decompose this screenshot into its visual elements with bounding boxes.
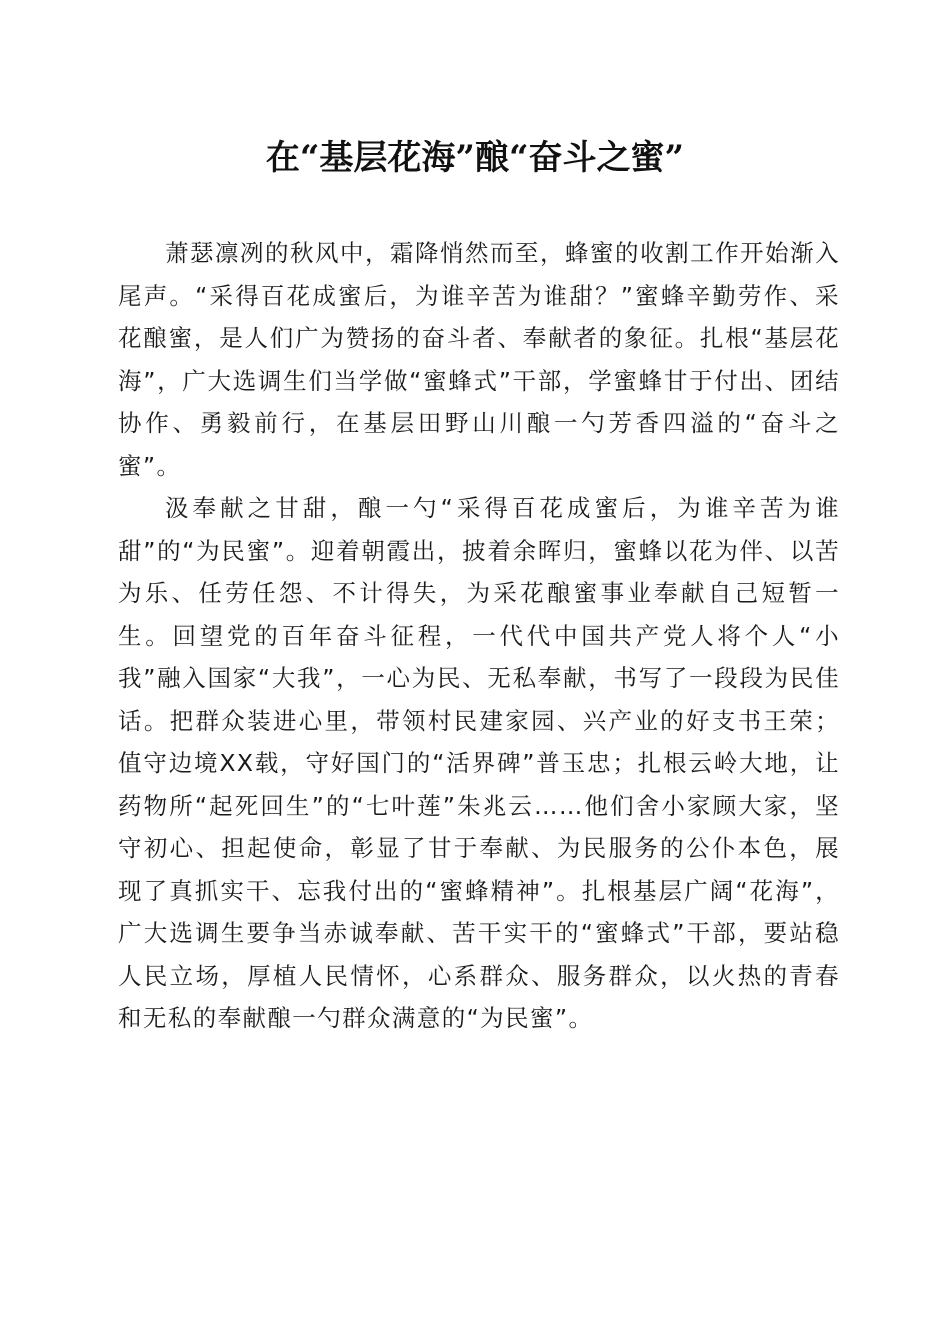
document-title: 在“基层花海”酿“奋斗之蜜” — [265, 138, 685, 178]
document-body — [118, 232, 840, 1040]
paragraph-2: 汲奉献之甘甜，酿一勺“采得百花成蜜后，为谁辛苦为谁甜”的“为民蜜”。迎着朝霞出，披着余晖归，蜜蜂以花为伴、以苦为乐、任劳任怨、不计得失，为采花酿蜜事业奉献自己短暂一生。回望党的百年奋斗征程，一代代中国共产党人将个人“小我”融入国家“大我”，一心为民、无私奉献，书写了一段段为民佳话。把群众装进心里，带领村民建家园、兴产业的好支书王荣；值守边境XX载，守好国门的“活界碑”普玉忠；扎根云岭大地，让药物所“起死回生”的“七叶莲”朱兆云……他们舍小家顾大家，坚守初心、担起使命，彰显了甘于奉献、为民服务的公仆本色，展现了真抓实干、忘我付出的“蜜蜂精神”。扎根基层广阔“花海”，广大选调生要争当赤诚奉献、苦干实干的“蜜蜂式”干部，要站稳人民立场，厚植人民情怀，心系群众、服务群众，以火热的青春和无私的奉献酿一勺群众满意的“为民蜜”。 — [118, 494, 840, 1032]
paragraph-1: 萧瑟凛冽的秋风中，霜降悄然而至，蜂蜜的收割工作开始渐入尾声。“采得百花成蜜后，为谁辛苦为谁甜？”蜜蜂辛勤劳作、采花酿蜜，是人们广为赞扬的奋斗者、奉献者的象征。扎根“基层花海”，广大选调生们当学做“蜜蜂式”干部，学蜜蜂甘于付出、团结协作、勇毅前行，在基层田野山川酿一勺芳香四溢的“奋斗之蜜”。 — [118, 239, 840, 480]
